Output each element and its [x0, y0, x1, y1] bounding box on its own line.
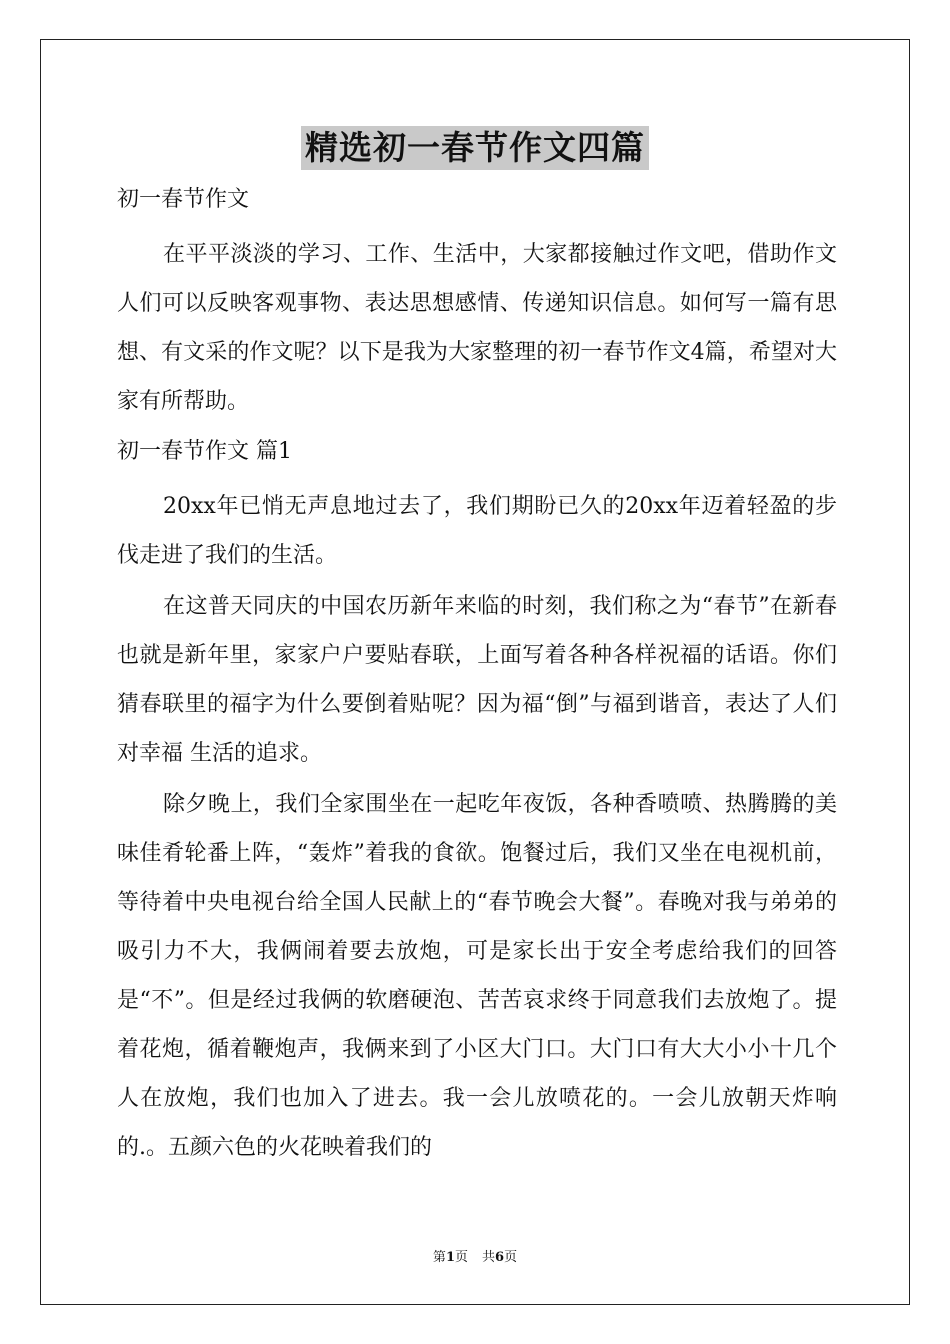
footer-total-prefix: 共	[482, 1250, 496, 1265]
essay-paragraph-2: 在这普天同庆的中国农历新年来临的时刻，我们称之为“春节”在新春也就是新年里，家家户户要贴春联，上面写着各种各样祝福的话语。你们猜春联里的福字为什么要倒着贴呢？因为福“倒”与福到谐音，表达了人们对幸福 生活的追求。	[117, 594, 837, 766]
footer-total-suffix: 页	[504, 1250, 518, 1265]
document-body	[117, 176, 837, 1174]
page-footer	[0, 1246, 950, 1265]
footer-page-suffix: 页	[454, 1250, 468, 1265]
essay-heading: 初一春节作文 篇1	[117, 439, 292, 464]
title-container	[0, 126, 950, 170]
footer-prefix: 第	[432, 1250, 446, 1265]
essay-paragraph-3: 除夕晚上，我们全家围坐在一起吃年夜饭，各种香喷喷、热腾腾的美味佳肴轮番上阵，“轰炸”着我的食欲。饱餐过后，我们又坐在电视机前，等待着中央电视台给全国人民献上的“春节晚会大餐”。春晚对我与弟弟的吸引力不大，我俩闹着要去放炮，可是家长出于安全考虑给我们的回答是“不”。但是经过我俩的软磨硬泡、苦苦哀求终于同意我们去放炮了。提着花炮，循着鞭炮声，我俩来到了小区大门口。大门口有大大小小十几个人在放炮，我们也加入了进去。我一会儿放喷花的。一会儿放朝天炸响的.。五颜六色的火花映着我们的	[117, 792, 837, 1160]
section-heading: 初一春节作文	[117, 187, 250, 212]
essay-paragraph-1: 20xx年已悄无声息地过去了，我们期盼已久的20xx年迈着轻盈的步伐走进了我们的生活。	[117, 494, 837, 568]
footer-total-pages: 6	[495, 1250, 505, 1265]
document-title: 精选初一春节作文四篇	[301, 126, 649, 170]
footer-page-number: 1	[445, 1250, 455, 1265]
intro-paragraph: 在平平淡淡的学习、工作、生活中，大家都接触过作文吧，借助作文人们可以反映客观事物、表达思想感情、传递知识信息。如何写一篇有思想、有文采的作文呢？以下是我为大家整理的初一春节作文4篇，希望对大家有所帮助。	[117, 242, 837, 414]
